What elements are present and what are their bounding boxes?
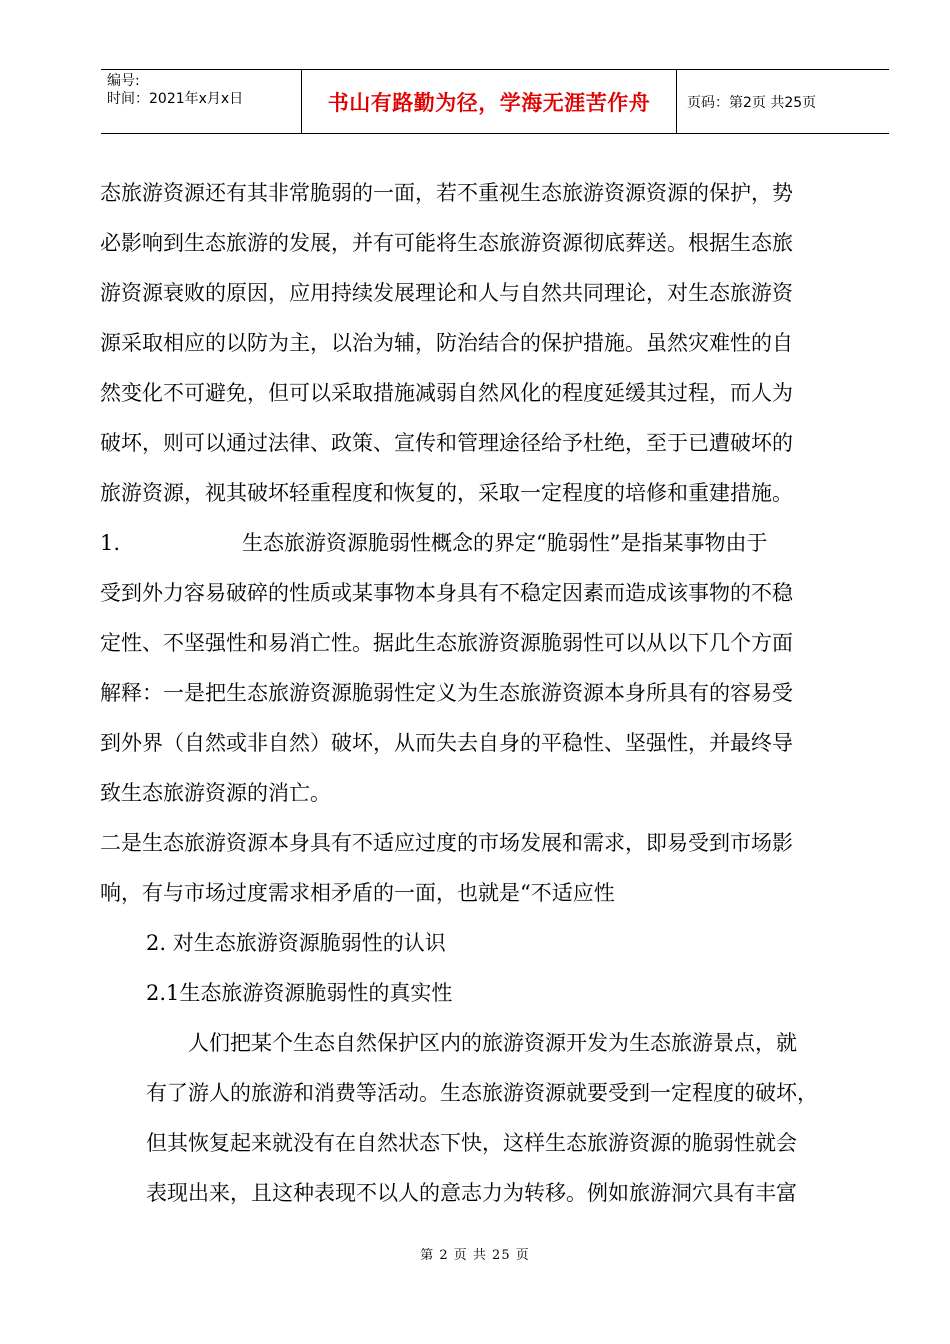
text-line: 二是生态旅游资源本身具有不适应过度的市场发展和需求，即易受到市场影 [100,831,793,855]
text-line: 有了游人的旅游和消费等活动。生态旅游资源就要受到一定程度的破坏， [146,1081,818,1105]
text-line: 但其恢复起来就没有在自然状态下快，这样生态旅游资源的脆弱性就会 [146,1131,797,1155]
header-page-info: 页码：第2页 共25页 [687,94,817,111]
text-line: 人们把某个生态自然保护区内的旅游资源开发为生态旅游景点，就 [188,1031,797,1055]
text-line: 解释：一是把生态旅游资源脆弱性定义为生态旅游资源本身所具有的容易受 [100,681,793,705]
numbered-item-1-continuation [100,568,842,818]
text-line: 破坏，则可以通过法律、政策、宣传和管理途径给予杜绝，至于已遭破坏的 [100,431,793,455]
section-heading-2-1: 2.1生态旅游资源脆弱性的真实性 [146,981,453,1005]
header-meta [101,70,302,133]
text-line: 必影响到生态旅游的发展，并有可能将生态旅游资源彻底葬送。根据生态旅 [100,231,793,255]
text-line: 态旅游资源还有其非常脆弱的一面，若不重视生态旅游资源资源的保护，势 [100,181,793,205]
numbered-item-1 [100,518,842,568]
item-number: 1. [100,531,121,555]
document-body [100,168,842,1218]
text-line: 定性、不坚强性和易消亡性。据此生态旅游资源脆弱性可以从以下几个方面 [100,631,793,655]
page-footer: 第 2 页 共 25 页 [420,1248,530,1263]
text-line: 游资源衰败的原因，应用持续发展理论和人与自然共同理论，对生态旅游资 [100,281,793,305]
text-line: 致生态旅游资源的消亡。 [100,781,331,805]
text-line: 响，有与市场过度需求相矛盾的一面，也就是“不适应性 [100,881,615,905]
text-line: 旅游资源，视其破坏轻重程度和恢复的，采取一定程度的培修和重建措施。 [100,481,793,505]
text-line: 然变化不可避免，但可以采取措施减弱自然风化的程度延缓其过程，而人为 [100,381,793,405]
paragraph-1 [100,168,842,518]
paragraph-3 [100,1018,842,1218]
section-heading-2: 2. 对生态旅游资源脆弱性的认识 [146,931,446,955]
text-line: 生态旅游资源脆弱性概念的界定“脆弱性”是指某事物由于 [242,531,768,555]
document-number-label: 编号: [107,73,140,89]
text-line: 受到外力容易破碎的性质或某事物本身具有不稳定因素而造成该事物的不稳 [100,581,793,605]
text-line: 源采取相应的以防为主，以治为辅，防治结合的保护措施。虽然灾难性的自 [100,331,793,355]
page-header [101,69,889,134]
document-time-label: 时间：2021年x月x日 [107,91,244,107]
text-line: 表现出来，且这种表现不以人的意志力为转移。例如旅游洞穴具有丰富 [146,1181,797,1205]
paragraph-2 [100,818,842,918]
header-motto: 书山有路勤为径，学海无涯苦作舟 [302,70,677,133]
text-line: 到外界（自然或非自然）破坏，从而失去自身的平稳性、坚强性，并最终导 [100,731,793,755]
